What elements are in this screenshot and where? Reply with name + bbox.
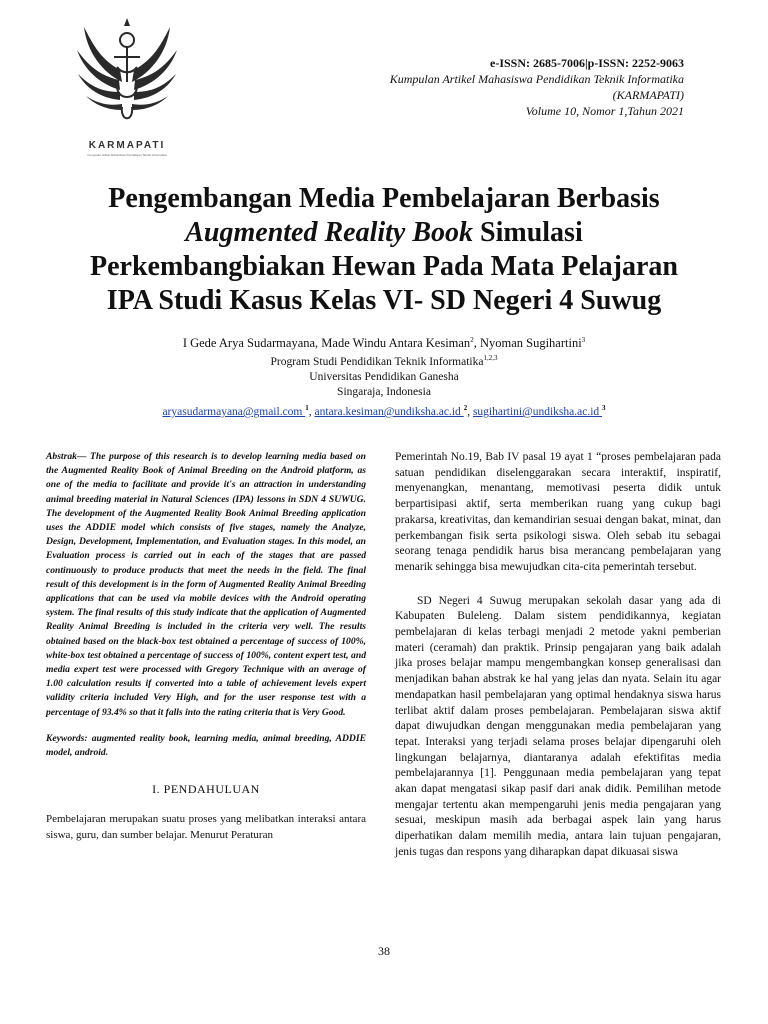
keywords: Keywords: augmented reality book, learning media, animal breeding, ADDIE model, android. <box>46 732 366 759</box>
title-line-1: Pengembangan Media Pembelajaran Berbasis <box>108 183 660 214</box>
program-name: Program Studi Pendidikan Teknik Informatika$^{1,2,3}$ <box>270 354 498 368</box>
author-names: I Gede Arya Sudarmayana, Made Windu Antara Kesiman$^2$, Nyoman Sugihartini$^3$ <box>182 336 586 351</box>
paragraph-2: SD Negeri 4 Suwug merupakan sekolah dasar yang ada di Kabupaten Buleleng. Dalam sistem pendidikannya, kegiatan pembelajaran di kelas terbagi menjadi 2 metode yakni pemberian materi (ceramah) dan praktik. Prinsip pengajaran yang baik adalah jika proses belajar mampu mengembangkan konsep generalisasi dan menjadikan bahan abstrak ke hal yang jelas dan nyata. Selain itu agar mendapatkan hasil pembelajaran yang optimal hendaknya siswa harus terlibat aktif dalam proses pembelajaran. Pembelajaran siswa aktif dapat diwujudkan dengan menggunakan media pembelajaran yang tepat. Interaksi yang terjadi selama proses belajar dipengaruhi oleh lingkungan belajarnya, diantaranya adalah efektifitas media pembelajarannya [1]. Penggunaan media pembelajaran yang tepat akan dapat mengatasi sikap pasif dari anak didik. Pemilihan metode mengajar tertentu akan mempengaruhi jenis media pengajaran yang sesuai, meskipun masih ada berbagai aspek lain yang harus diperhatikan dalam memilih media, antara lain tujuan pengajaran, jenis tugas dan respons yang diharapkan dapat dikuasai siswa <box>395 594 721 858</box>
author-block <box>40 332 728 420</box>
university-name: Universitas Pendidikan Ganesha <box>309 370 459 383</box>
journal-name: Kumpulan Artikel Mahasiswa Pendidikan Teknik Informatika <box>389 72 684 86</box>
journal-abbrev: (KARMAPATI) <box>612 88 684 102</box>
journal-header <box>264 55 684 119</box>
title-line-2: Augmented Reality Book Simulasi <box>185 217 583 248</box>
right-column <box>395 450 721 861</box>
issn: e-ISSN: 2685-7006|p-ISSN: 2252-9063 <box>490 56 684 70</box>
paper-title <box>40 182 728 318</box>
title-line-3: Perkembangbiakan Hewan Pada Mata Pelajaran <box>90 251 678 282</box>
section-heading: I. PENDAHULUAN <box>152 782 260 797</box>
left-column <box>46 450 366 843</box>
logo-name: KARMAPATI <box>88 140 166 151</box>
intro-paragraph: Pembelajaran merupakan suatu proses yang melibatkan interaksi antara siswa, guru, dan sumber belajar. Menurut Peraturan <box>46 812 366 841</box>
paragraph-1: Pemerintah No.19, Bab IV pasal 19 ayat 1 “proses pembelajaran pada satuan pendidikan diselenggarakan secara interaktif, inspiratif, menyenangkan, menantang, memotivasi peserta didik untuk berpartisipasi aktif, serta memberikan ruang yang cukup bagi prakarsa, kreativitas, dan kemandirian sesuai dengan bakat, minat, dan perkembangan fisik serta psikologi siswa. Oleh sebab itu sebagai seorang tenaga pendidik harus bisa merancang pembelajaran yang menarik sehingga bisa mewujudkan cita-cita pemerintah tersebut. <box>395 451 721 573</box>
email-link-3[interactable]: sugihartini@undiksha.ac.id <box>472 405 603 418</box>
email-link-1[interactable]: aryasudarmayana@gmail.com <box>162 405 306 418</box>
city: Singaraja, Indonesia <box>337 385 431 398</box>
title-line-4: IPA Studi Kasus Kelas VI- SD Negeri 4 Suwug <box>106 285 662 316</box>
abstract: Abstrak— The purpose of this research is to develop learning media based on the Augmented Reality Book of Animal Breeding on the Android platform, as one of the media to facilitate and provide it's an attraction in understanding animal breeding material in Natural Sciences (IPA) lessons in SDN 4 SUWUG. The development of the Augmented Reality Book Animal Breeding application uses the ADDIE model which consists of five stages, namely the Analyze, Design, Development, Implementation, and Evaluation stages. In this model, an Evaluation process is carried out in each of the stages that are passed continuously to produce products that meet the needs in the field. The final result of this development is in the form of Augmented Reality Animal Breeding applications that can be used via mobile devices with the Android operating system. The final results of this study indicate that the application of Augmented Reality Animal Breeding is included in the criteria very well. The results obtained based on the black-box test obtained a percentage of success of 100%, white-box test obtained a percentage of success of 100%, content expert test, and media expert test were processed with Gregory Technique with an average of 1.00 calculation results if converted into a table of achievement levels expert validity criteria included Very High, and for the user response test with a percentage of 93.4% so that it falls into the rating criteria that is Very Good. <box>46 451 366 718</box>
page-number: 38 <box>378 944 390 958</box>
author-emails: aryasudarmayana@gmail.com $^1$, antara.kesiman@undiksha.ac.id $^2$, sugihartini@undiksha.ac.id $^3$ <box>162 403 606 418</box>
logo-tagline: Kumpulan Artikel Mahasiswa Pendidikan Teknik Informatika <box>87 153 167 157</box>
email-link-2[interactable]: antara.kesiman@undiksha.ac.id <box>314 405 464 418</box>
journal-volume: Volume 10, Nomor 1,Tahun 2021 <box>525 104 684 118</box>
